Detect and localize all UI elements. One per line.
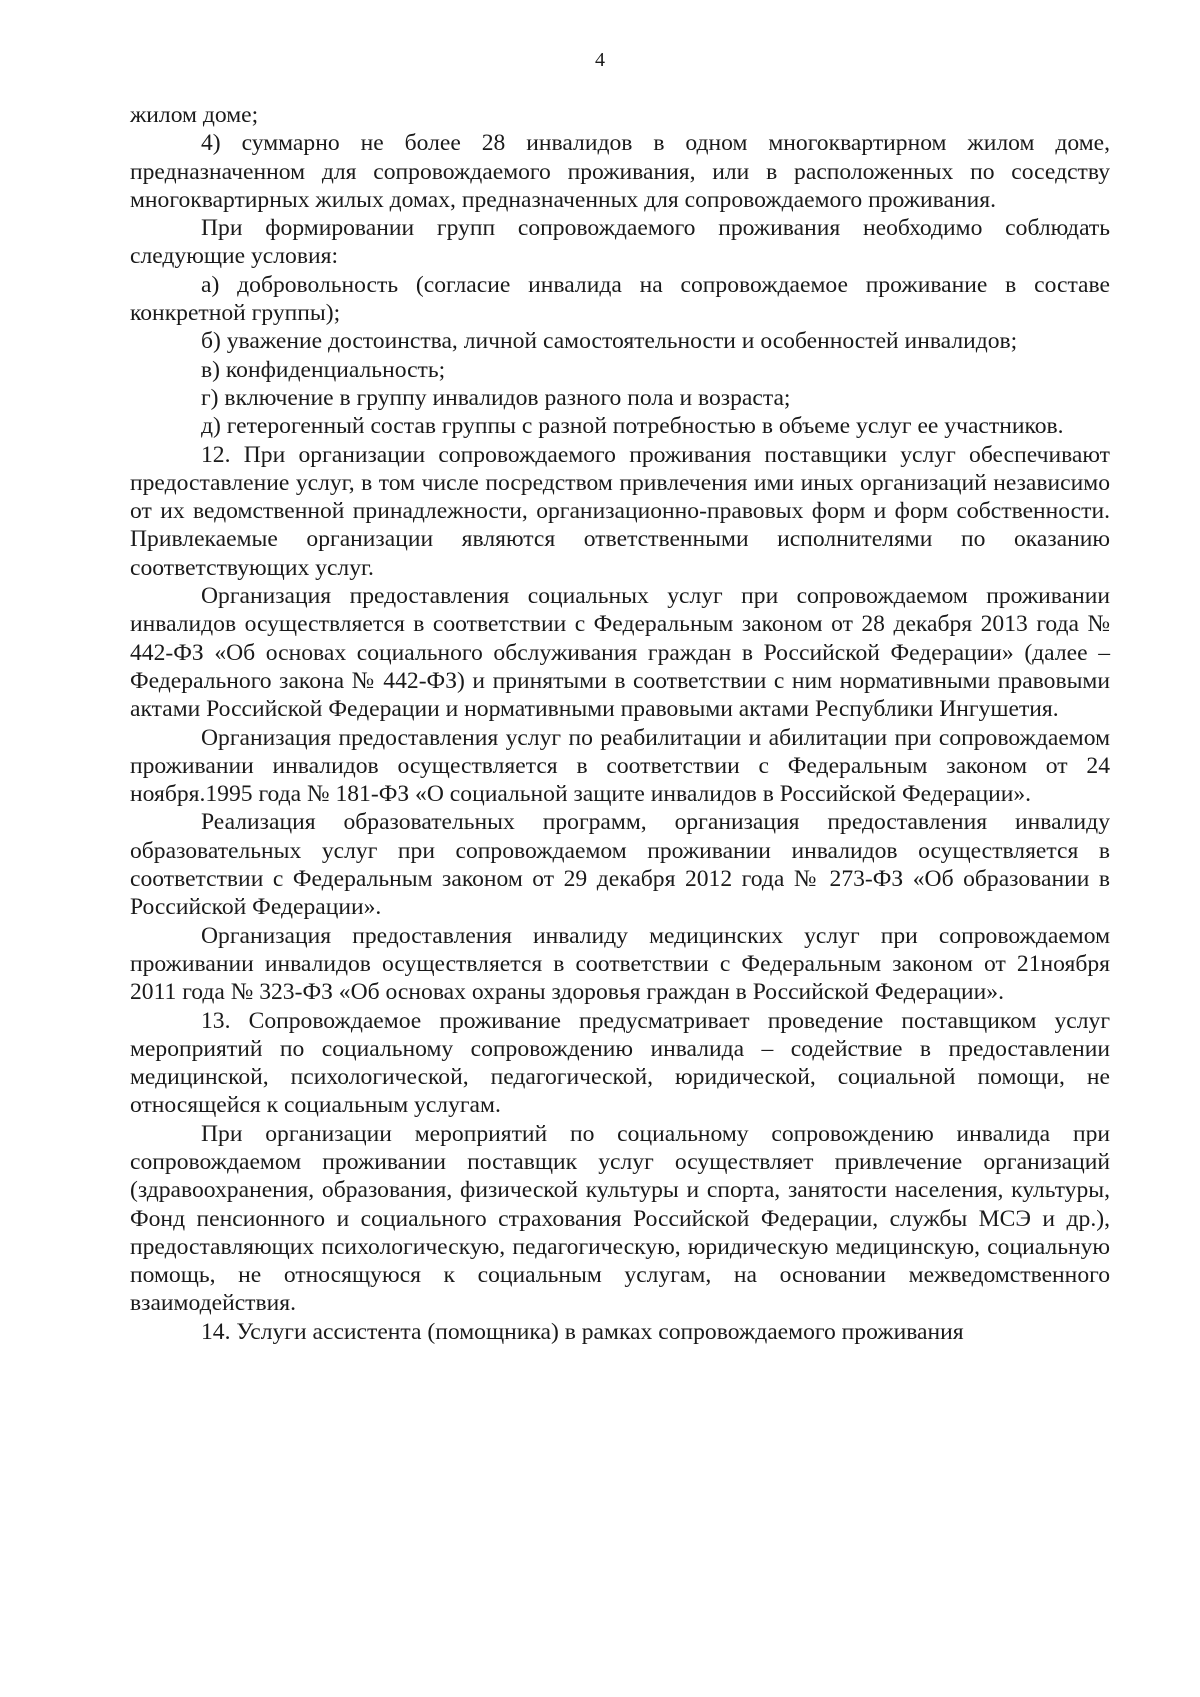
paragraph: 12. При организации сопровождаемого проживания поставщики услуг обеспечивают предоставление услуг, в том числе посредством привлечения ими иных организаций независимо от их ведомственной принадлежности, организационно-правовых форм и форм собственности. Привлекаемые организации являются ответственными исполнителями по оказанию соответствующих услуг. (130, 441, 1110, 581)
paragraph: Реализация образовательных программ, организация предоставления инвалиду образовательных услуг при сопровождаемом проживании инвалидов осуществляется в соответствии с Федеральным законом от 29 декабря 2012 года № 273-ФЗ «Об образовании в Российской Федерации». (130, 809, 1110, 921)
document-body (130, 101, 1110, 1346)
paragraph: г) включение в группу инвалидов разного пола и возраста; (201, 384, 791, 411)
paragraph: При формировании групп сопровождаемого проживания необходимо соблюдать следующие условия: (130, 215, 1110, 270)
paragraph: 13. Сопровождаемое проживание предусматривает проведение поставщиком услуг мероприятий по социальному сопровождению инвалида – содействие в предоставлении медицинской, психологической, педагогической, юридической, социальной помощи, не относящейся к социальным услугам. (130, 1007, 1110, 1119)
paragraph: При организации мероприятий по социальному сопровождению инвалида при сопровождаемом проживании поставщик услуг осуществляет привлечение организаций (здравоохранения, образования, физической культуры и спорта, занятости населения, культуры, Фонд пенсионного и социального страхования Российской Федерации, службы МСЭ и др.), предоставляющих психологическую, педагогическую, юридическую медицинскую, социальную помощь, не относящуюся к социальным услугам, на основании межведомственного взаимодействия. (130, 1120, 1110, 1317)
paragraph: 4) суммарно не более 28 инвалидов в одном многоквартирном жилом доме, предназначенном для сопровождаемого проживания, или в расположенных по соседству многоквартирных жилых домах, предназначенных для сопровождаемого проживания. (130, 130, 1110, 213)
paragraph: а) добровольность (согласие инвалида на сопровождаемое проживание в составе конкретной группы); (130, 271, 1110, 327)
paragraph: Организация предоставления услуг по реабилитации и абилитации при сопровождаемом проживании инвалидов осуществляется в соответствии с Федеральным законом от 24 ноября.1995 года № 181-ФЗ «О социальной защите инвалидов в Российской Федерации». (130, 724, 1110, 808)
paragraph: б) уважение достоинства, личной самостоятельности и особенностей инвалидов; (201, 328, 1018, 355)
paragraph: Организация предоставления социальных услуг при сопровождаемом проживании инвалидов осуществляется в соответствии с Федеральным законом от 28 декабря 2013 года № 442-ФЗ «Об основах социального обслуживания граждан в Российской Федерации» (далее – Федерального закона № 442-ФЗ) и принятыми в соответствии с ним нормативными правовыми актами Российской Федерации и нормативными правовыми актами Республики Ингушетия. (130, 583, 1110, 723)
paragraph: жилом доме; (130, 102, 259, 128)
paragraph: 14. Услуги ассистента (помощника) в рамках сопровождаемого проживания (201, 1318, 964, 1345)
paragraph: в) конфиденциальность; (201, 356, 446, 383)
page-number: 4 (595, 49, 605, 71)
paragraph: д) гетерогенный состав группы с разной потребностью в объеме услуг ее участников. (201, 413, 1064, 440)
paragraph: Организация предоставления инвалиду медицинских услуг при сопровождаемом проживании инвалидов осуществляется в соответствии с Федеральным законом от 21ноября 2011 года № 323-ФЗ «Об основах охраны здоровья граждан в Российской Федерации». (130, 922, 1110, 1006)
